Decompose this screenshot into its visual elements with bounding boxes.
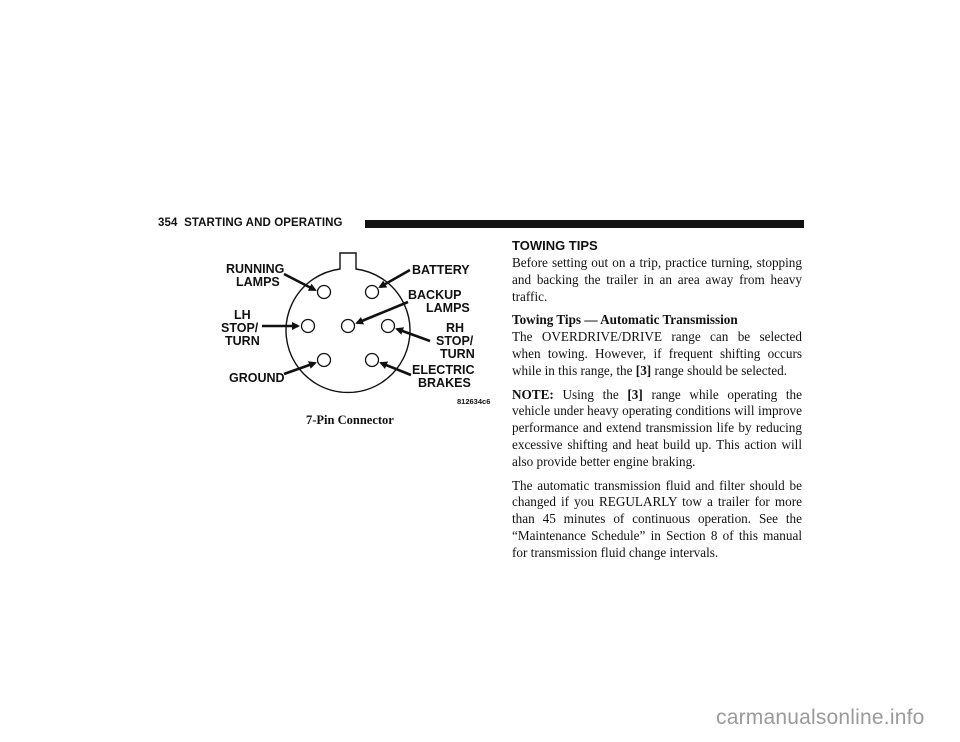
arrow-ground — [284, 363, 315, 374]
label-lh-1: LH — [234, 308, 251, 322]
page-header-text — [158, 217, 343, 229]
connector-outline — [286, 253, 410, 392]
label-electric-2: BRAKES — [418, 376, 471, 390]
pin-ground — [318, 354, 331, 367]
header-rule — [365, 220, 804, 228]
article-column — [512, 238, 802, 569]
arrow-backup — [357, 302, 408, 323]
note-range: [3] — [627, 386, 643, 402]
pin-rh-stop-turn — [382, 320, 395, 333]
article-title: TOWING TIPS — [512, 238, 598, 253]
p1-range: [3] — [635, 362, 652, 378]
pin-battery — [366, 286, 379, 299]
paragraph-fluid: The automatic transmission fluid and filter should be changed if you REGULARLY tow a trailer for more than 45 minutes of continuous operation. See the “Maintenance Schedule” in Section 8 of this manual for transmission fluid change intervals. — [512, 477, 802, 560]
label-battery: BATTERY — [412, 263, 470, 277]
intro-paragraph: Before setting out on a trip, practice turning, stopping and backing the trailer in an area away from heavy traffic. — [512, 255, 802, 304]
arrow-electric — [381, 363, 411, 375]
watermark: carmanualsonline.info — [716, 706, 925, 729]
paragraph-overdrive — [512, 329, 802, 379]
pin-backup-lamps — [342, 320, 355, 333]
arrow-rh — [397, 329, 430, 341]
section-title: STARTING AND OPERATING — [184, 217, 343, 229]
label-ground: GROUND — [229, 371, 285, 385]
note-paragraph — [512, 387, 802, 471]
note-text-a: Using the — [553, 386, 628, 402]
arrow-battery — [380, 270, 410, 287]
page-header — [158, 216, 804, 232]
label-lh-2: STOP/ — [221, 321, 259, 335]
page-number: 354 — [158, 217, 178, 229]
figure-code: 812634c6 — [457, 397, 491, 406]
label-rh-3: TURN — [440, 347, 475, 361]
note-label: NOTE: — [512, 386, 554, 402]
label-rh-1: RH — [446, 321, 465, 335]
label-running-1: RUNNING — [226, 262, 285, 276]
pin-lh-stop-turn — [302, 320, 315, 333]
label-backup-2: LAMPS — [426, 301, 470, 315]
p1-text-a: The OVERDRIVE/DRIVE range can be selected when towing. However, if frequent shifting occurs while in this range, the — [512, 329, 802, 378]
p1-text-b: range should be selected. — [651, 362, 788, 378]
pin-electric-brakes — [366, 354, 379, 367]
connector-figure — [214, 248, 494, 428]
subheading: Towing Tips — Automatic Transmission — [512, 312, 738, 328]
label-running-2: LAMPS — [236, 275, 280, 289]
pin-running-lamps — [318, 286, 331, 299]
label-electric-1: ELECTRIC — [412, 363, 475, 377]
label-lh-3: TURN — [225, 334, 260, 348]
note-text-b: range while operating the vehicle under heavy operating conditions will improve performance and extend transmission life by reducing excessive shifting and heat build up. This action will also provide better engine braking. — [512, 386, 802, 469]
figure-caption: 7-Pin Connector — [306, 413, 394, 427]
connector-diagram — [214, 248, 494, 428]
label-rh-2: STOP/ — [436, 334, 474, 348]
label-backup-1: BACKUP — [408, 288, 462, 302]
